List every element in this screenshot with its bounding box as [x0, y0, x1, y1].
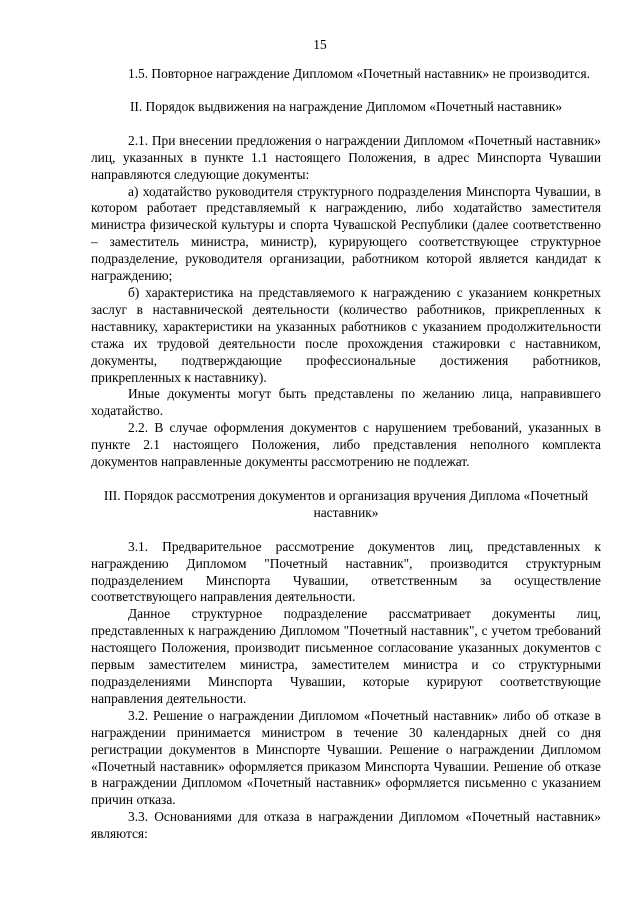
- paragraph-3-1: 3.1. Предварительное рассмотрение документов лиц, представленных к награждению Дипломом "Почетный наставник", производится структурным подразделением Минспорта Чувашии, ответственным за осуществление соответствующего направления деятельности.: [91, 538, 601, 605]
- paragraph-2-1: 2.1. При внесении предложения о награждении Дипломом «Почетный наставник» лиц, указанных в пункте 1.1 настоящего Положения, в адрес Минспорта Чувашии направляются следующие документы:: [91, 132, 601, 182]
- section-heading-3: III. Порядок рассмотрения документов и организация вручения Диплома «Почетный наставник»: [103, 487, 589, 520]
- paragraph-3-2: 3.2. Решение о награждении Дипломом «Почетный наставник» либо об отказе в награждении принимается министром в течение 30 календарных дней со дня регистрации документов в Минспорте Чувашии. Решение о награждении Дипломом «Почетный наставник» оформляется приказом Минспорта Чувашии. Решение об отказе в награждении Дипломом «Почетный наставник» оформляется письменно с указанием причин отказа.: [91, 707, 601, 808]
- paragraph-1-5: 1.5. Повторное награждение Дипломом «Почетный наставник» не производится.: [128, 66, 590, 81]
- paragraph-3-1-review: Данное структурное подразделение рассматривает документы лиц, представленных к награждению Дипломом "Почетный наставник", с учетом требований настоящего Положения, производит письменное согласование указанных документов с первым заместителем министра, заместителем министра и со структурными подразделениями Минспорта Чувашии, которые курируют соответствующие направления деятельности.: [91, 606, 601, 706]
- paragraph-2-1-a: а) ходатайство руководителя структурного подразделения Минспорта Чувашии, в котором работает представляемый к награждению, либо ходатайство заместителя министра физической культуры и спорта Чувашской Республики (далее соответственно – заместитель министра, министр), курирующего соответствующее структурное подразделение, руководителя организации, работником которой является кандидат к награждению;: [91, 183, 601, 284]
- section-heading-2: II. Порядок выдвижения на награждение Дипломом «Почетный наставник»: [129, 98, 563, 114]
- paragraph-3-3: 3.3. Основаниями для отказа в награждении Дипломом «Почетный наставник» являются:: [91, 809, 601, 842]
- paragraph-2-1-b: б) характеристика на представляемого к награждению с указанием конкретных заслуг в наставнической деятельности (количество работников, прикрепленных к наставнику, характеристики на указанных работников с указанием продолжительности стажа их трудовой деятельности после прохождения стажировки с наставником, документы, подтверждающие профессиональные достижения работников, прикрепленных к наставнику).: [91, 284, 601, 385]
- paragraph-other-docs: Иные документы могут быть представлены по желанию лица, направившего ходатайство.: [91, 386, 601, 419]
- paragraph-2-2: 2.2. В случае оформления документов с нарушением требований, указанных в пункте 2.1 настоящего Положения, либо представления неполного комплекта документов направленные документы рассмотрению не подлежат.: [91, 420, 601, 470]
- page-number: 15: [313, 37, 327, 52]
- document-body: [91, 66, 601, 843]
